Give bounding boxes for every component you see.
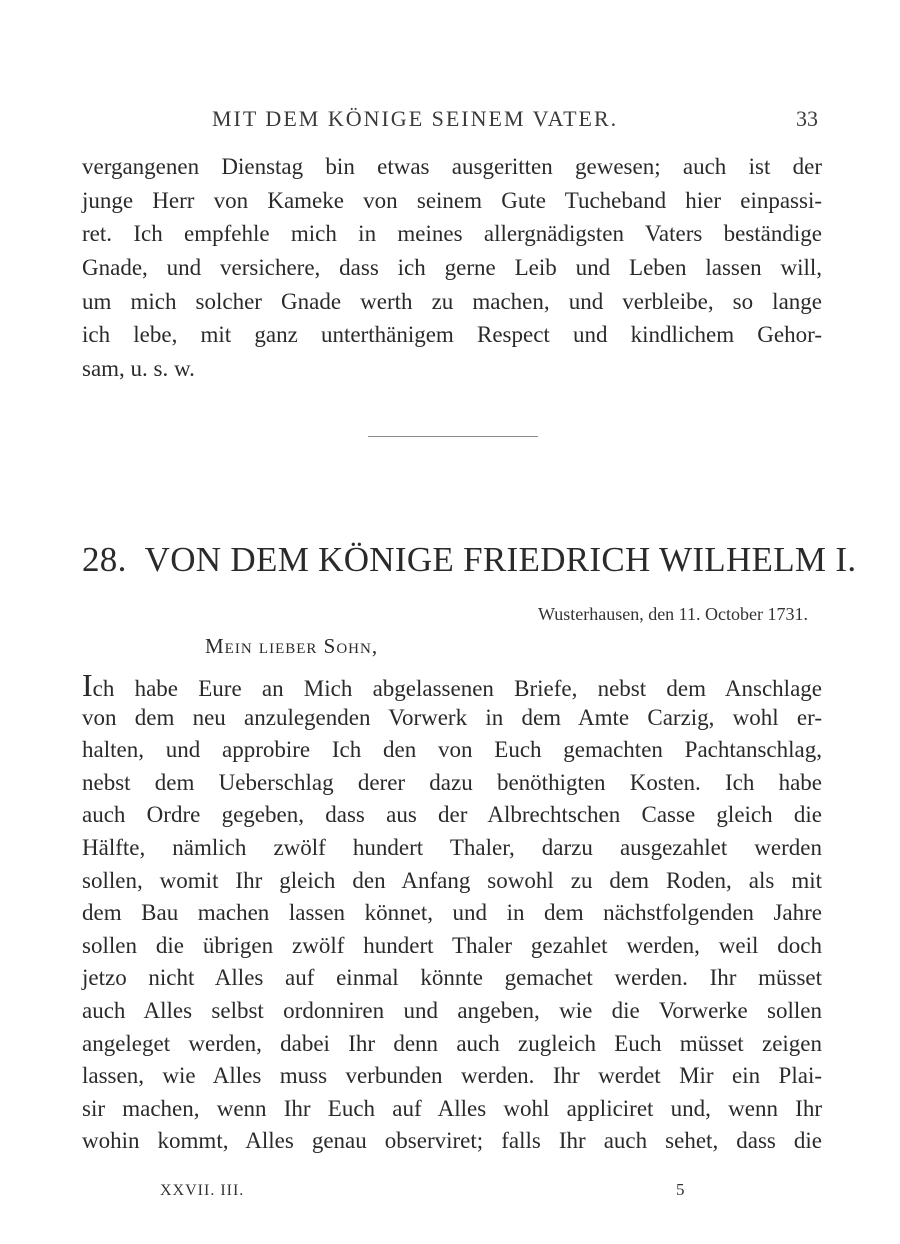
text-line: ret. Ich empfehle mich in meines allergnädigsten Vaters beständige	[82, 221, 822, 247]
text-line: dem Bau machen lassen könnet, und in dem nächstfolgenden Jahre	[82, 900, 822, 926]
text-line: junge Herr von Kameke von seinem Gute Tucheband hier einpassi-	[82, 187, 822, 213]
text-line: jetzo nicht Alles auf einmal könnte gemachet werden. Ihr müsset	[82, 965, 822, 991]
text-line: auch Alles selbst ordonniren und angeben, wie die Vorwerke sollen	[82, 997, 822, 1023]
text-line: auch Ordre gegeben, dass aus der Albrechtschen Casse gleich die	[82, 802, 822, 828]
drop-cap: I	[82, 667, 93, 703]
salutation	[205, 634, 378, 659]
text-line: sir machen, wenn Ihr Euch auf Alles wohl appliciret und, wenn Ihr	[82, 1095, 822, 1121]
text-line: von dem neu anzulegenden Vorwerk in dem Amte Carzig, wohl er-	[82, 704, 822, 730]
text-line: sollen, womit Ihr gleich den Anfang sowohl zu dem Roden, als mit	[82, 867, 822, 893]
text-line: sollen die übrigen zwölf hundert Thaler gezahlet werden, weil doch	[82, 932, 822, 958]
first-line-text: ch habe Eure an Mich abgelassenen Briefe, nebst dem Anschlage	[92, 676, 822, 701]
letter-title: VON DEM KÖNIGE FRIEDRICH WILHELM I.	[144, 540, 857, 579]
sheet-signature: XXVII. III.	[160, 1182, 245, 1199]
running-head	[82, 106, 818, 138]
page-number: 33	[796, 106, 818, 131]
running-title: MIT DEM KÖNIGE SEINEM VATER.	[212, 106, 619, 131]
dateline: Wusterhausen, den 11. October 1731.	[537, 604, 808, 624]
text-line: um mich solcher Gnade werth zu machen, und verbleibe, so lange	[82, 288, 822, 314]
letter-number: 28.	[82, 540, 127, 579]
text-line: Gnade, und versichere, dass ich gerne Leib und Leben lassen will,	[82, 255, 822, 281]
text-line	[82, 669, 822, 702]
text-line: angeleget werden, dabei Ihr denn auch zugleich Euch müsset zeigen	[82, 1030, 822, 1056]
text-line: nebst dem Ueberschlag derer dazu benöthigten Kosten. Ich habe	[82, 769, 822, 795]
text-line: halten, und approbire Ich den von Euch gemachten Pachtanschlag,	[82, 737, 822, 763]
text-line: ich lebe, mit ganz unterthänigem Respect und kindlichem Gehor-	[82, 322, 822, 348]
letter-body	[82, 669, 822, 1158]
letter-heading	[82, 540, 857, 580]
sheet-number: 5	[676, 1180, 685, 1199]
previous-letter-ending	[82, 150, 822, 386]
salutation-text: Mein lieber Sohn,	[205, 634, 379, 658]
section-divider	[368, 436, 538, 437]
text-line: Hälfte, nämlich zwölf hundert Thaler, darzu ausgezahlet werden	[82, 834, 822, 860]
text-line: vergangenen Dienstag bin etwas ausgeritten gewesen; auch ist der	[82, 154, 822, 179]
text-line: sam, u. s. w.	[82, 356, 195, 382]
text-line: wohin kommt, Alles genau observiret; falls Ihr auch sehet, dass die	[82, 1128, 822, 1154]
text-line: lassen, wie Alles muss verbunden werden. Ihr werdet Mir ein Plai-	[82, 1063, 822, 1089]
